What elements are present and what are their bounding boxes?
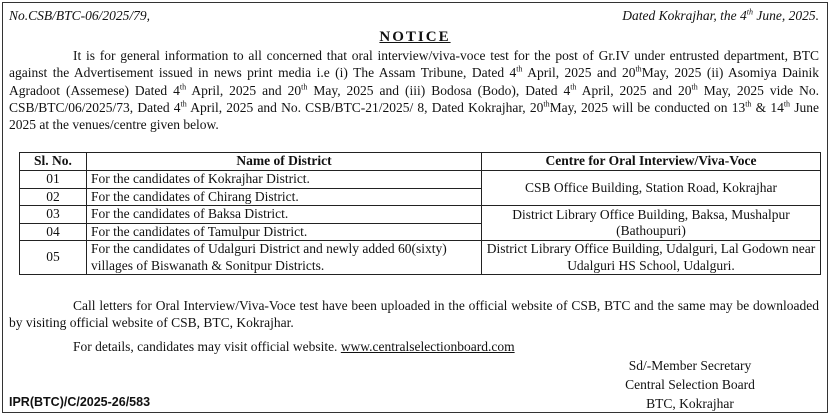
details-paragraph: For details, candidates may visit official website. www.centralselectionboard.com (73, 339, 515, 354)
district-cell: For the candidates of Udalguri District and newly added 60(sixty) villages of Biswanath & Sonitpur Districts. (87, 241, 482, 275)
header-centre: Centre for Oral Interview/Viva-Voce (482, 153, 821, 171)
interview-schedule-table (19, 152, 821, 275)
call-letters-paragraph: Call letters for Oral Interview/Viva-Voce test have been uploaded in the official website of CSB, BTC and the same may be downloaded by visiting official website of CSB, BTC, Kokrajhar. (9, 298, 819, 331)
ipr-number: IPR(BTC)/C/2025-26/583 (9, 395, 151, 409)
table-header-row (20, 153, 821, 171)
sl-no-cell: 04 (20, 223, 87, 241)
sl-no-cell: 02 (20, 188, 87, 206)
centre-cell: District Library Office Building, Udalguri, Lal Godown near Udalguri HS School, Udalguri. (482, 241, 821, 275)
sl-no-cell: 03 (20, 206, 87, 224)
table-row (20, 206, 821, 224)
website-link[interactable]: www.centralselectionboard.com (340, 339, 515, 354)
reference-number: No.CSB/BTC-06/2025/79, (9, 8, 151, 23)
district-cell: For the candidates of Kokrajhar District. (87, 171, 482, 189)
notice-date: Dated Kokrajhar, the 4th June, 2025. (622, 7, 819, 23)
district-cell: For the candidates of Baksa District. (87, 206, 482, 224)
district-cell: For the candidates of Chirang District. (87, 188, 482, 206)
signature-line-3: BTC, Kokrajhar (646, 396, 734, 411)
signature-line-2: Central Selection Board (625, 377, 755, 392)
signature-block (595, 356, 785, 413)
header-district: Name of District (87, 153, 482, 171)
sl-no-cell: 01 (20, 171, 87, 189)
centre-cell: District Library Office Building, Baksa, Mushalpur (Bathoupuri) (482, 206, 821, 241)
notice-document (2, 2, 828, 413)
notice-title: NOTICE (379, 29, 451, 45)
intro-paragraph: It is for general information to all concerned that oral interview/viva-voce test for the post of Gr.IV under entrusted department, BTC against the Advertisement issued in news print media i.e (i) The Assam Tribune, Dated 4th April, 2025 and 20thMay, 2025 (ii) Asomiya Dainik Agradoot (Assemese) Dated 4th April, 2025 and 20th May, 2025 and (iii) Bodosa (Bodo), Dated 4th April, 2025 and 20th May, 2025 vide No. CSB/BTC/06/2025/73, Dated 4th April, 2025 and No. CSB/BTC-21/2025/ 8, Dated Kokrajhar, 20thMay, 2025 will be conducted on 13th & 14th June 2025 at the venues/centre given below. (9, 48, 819, 133)
signature-line-1: Sd/-Member Secretary (628, 358, 752, 373)
centre-cell: CSB Office Building, Station Road, Kokrajhar (482, 171, 821, 206)
district-cell: For the candidates of Tamulpur District. (87, 223, 482, 241)
sl-no-cell: 05 (20, 241, 87, 275)
table-row (20, 171, 821, 189)
header-sl-no: Sl. No. (20, 153, 87, 171)
table-row (20, 241, 821, 275)
